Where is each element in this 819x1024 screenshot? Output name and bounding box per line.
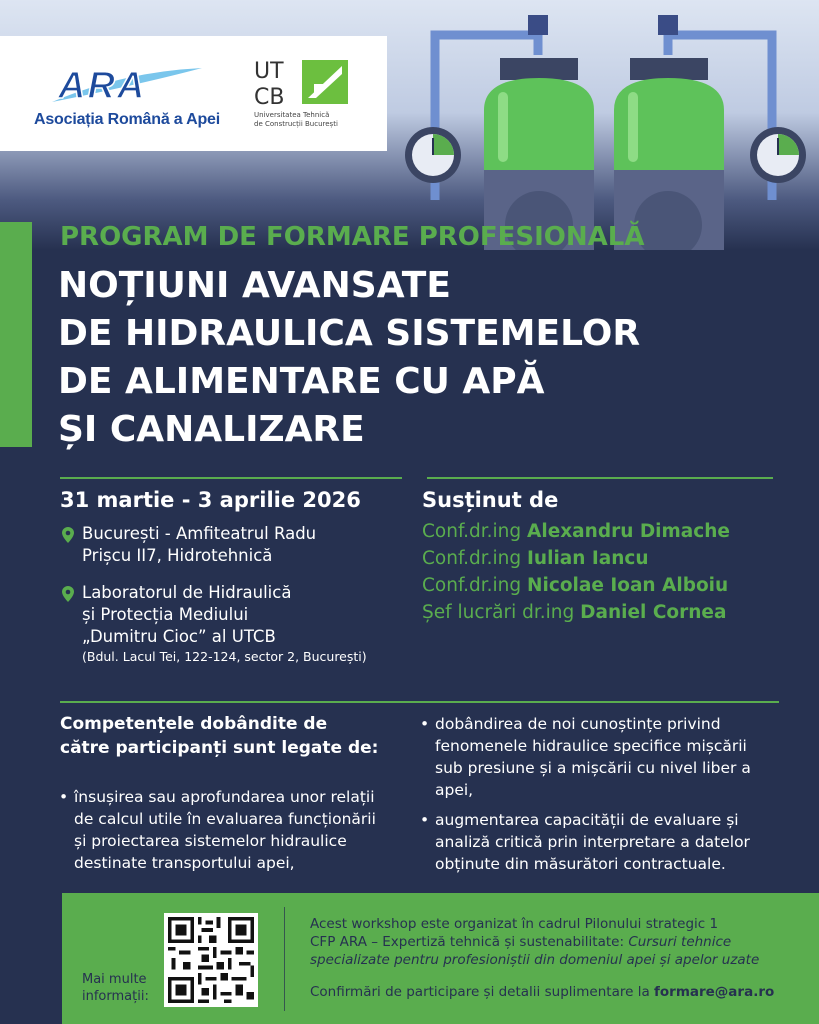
- location-2-line: și Protecția Mediului: [82, 605, 249, 624]
- competency-line: sub presiune și a mișcării cu nivel liber a: [435, 759, 751, 777]
- location-1-line: Prișcu II7, Hidrotehnică: [82, 546, 273, 565]
- speaker-item: [422, 548, 649, 569]
- speaker-role: Conf.dr.ing: [422, 521, 522, 542]
- utcb-name: [254, 111, 384, 129]
- competencies-heading-line: Competențele dobândite de: [60, 714, 328, 734]
- competency-item: [59, 786, 419, 874]
- location-1-line: București - Amfiteatrul Radu: [82, 524, 317, 543]
- divider-left: [60, 477, 402, 479]
- utcb-logo: [254, 54, 354, 108]
- divider-right: [427, 477, 773, 479]
- utcb-letters-bottom: CB: [254, 85, 285, 108]
- footer-text-line: Acest workshop este organizat în cadrul Pilonului strategic 1: [310, 916, 719, 932]
- location-1: [62, 523, 402, 567]
- footer-confirm-line: [310, 983, 815, 1001]
- utcb-name-line: Universitatea Tehnică: [254, 111, 330, 119]
- location-2: [62, 582, 422, 666]
- competency-line: dobândirea de noi cunoștințe privind: [435, 715, 721, 733]
- utcb-letters-top: UT: [254, 59, 284, 84]
- speaker-item: [422, 575, 728, 596]
- speaker-role: Conf.dr.ing: [422, 575, 522, 596]
- location-pin-icon: [62, 586, 74, 602]
- competencies-heading: [60, 712, 420, 760]
- footer-separator: [284, 907, 285, 1011]
- competency-line: analiză critică prin interpretare a datelor: [435, 833, 750, 851]
- contact-email-link[interactable]: formare@ara.ro: [654, 984, 775, 1000]
- footer-text-line: [310, 933, 815, 951]
- footer-text-line: [310, 951, 815, 969]
- water-tanks-illustration: [400, 0, 819, 250]
- more-info-label: [82, 971, 149, 1005]
- course-title: [58, 262, 798, 454]
- bullet-dot: •: [59, 788, 69, 806]
- competencies-heading-line: către participanți sunt legate de:: [60, 738, 379, 758]
- competency-line: obținute din măsurători contractuale.: [435, 855, 726, 873]
- competency-line: de calcul utile în evaluarea funcționării: [74, 810, 376, 828]
- program-label: PROGRAM DE FORMARE PROFESIONALĂ: [60, 222, 645, 252]
- ara-logo: [52, 62, 202, 104]
- qr-code[interactable]: [164, 913, 258, 1007]
- utcb-name-line: de Construcții București: [254, 120, 338, 128]
- speaker-name: Alexandru Dimache: [527, 521, 730, 542]
- bullet-dot: •: [420, 715, 430, 733]
- competency-item: [420, 809, 805, 875]
- title-line: ȘI CANALIZARE: [58, 409, 365, 450]
- competency-line: destinate transportului apei,: [74, 854, 295, 872]
- speaker-item: [422, 521, 730, 542]
- competency-line: însușirea sau aprofundarea unor relații: [74, 788, 375, 806]
- competency-line: augmentarea capacității de evaluare și: [435, 811, 739, 829]
- competency-item: [420, 713, 805, 801]
- title-line: DE HIDRAULICA SISTEMELOR: [58, 313, 641, 354]
- speaker-item: [422, 602, 726, 623]
- location-2-address: (Bdul. Lacul Tei, 122-124, sector 2, București): [82, 649, 367, 664]
- speaker-name: Daniel Cornea: [580, 602, 727, 623]
- right-gauge: [750, 127, 806, 183]
- footer-panel: [62, 893, 819, 1024]
- speaker-name: Nicolae Ioan Alboiu: [527, 575, 729, 596]
- ara-logo-letters: ARA: [58, 65, 147, 104]
- accent-bar: [0, 222, 32, 447]
- title-line: NOȚIUNI AVANSATE: [58, 265, 451, 306]
- speaker-name: Iulian Iancu: [527, 548, 649, 569]
- speaker-role: Conf.dr.ing: [422, 548, 522, 569]
- more-info-line: informații:: [82, 989, 149, 1004]
- location-2-line: „Dumitru Cioc” al UTCB: [82, 627, 276, 646]
- speaker-role: Șef lucrări dr.ing: [422, 602, 575, 623]
- event-date: 31 martie - 3 aprilie 2026: [60, 488, 361, 512]
- footer-course-type-cont: specializate pentru profesioniștii din domeniul apei și apelor uzate: [310, 952, 760, 968]
- footer-confirm-text: Confirmări de participare și detalii suplimentare la: [310, 984, 655, 1000]
- competency-line: și proiectarea sistemelor hidraulice: [74, 832, 347, 850]
- competency-line: apei,: [435, 781, 474, 799]
- location-2-line: Laboratorul de Hidraulică: [82, 583, 292, 602]
- title-line: DE ALIMENTARE CU APĂ: [58, 361, 545, 402]
- footer-course-type: Cursuri tehnice: [628, 934, 732, 950]
- bullet-dot: •: [420, 811, 430, 829]
- competency-line: fenomenele hidraulice specifice mișcării: [435, 737, 747, 755]
- location-pin-icon: [62, 527, 74, 543]
- ara-name: Asociația Română a Apei: [34, 111, 220, 128]
- speakers-title: Susținut de: [422, 488, 559, 512]
- footer-pillar-name: CFP ARA – Expertiză tehnică și sustenabilitate:: [310, 934, 629, 950]
- divider-middle: [60, 701, 779, 703]
- more-info-line: Mai multe: [82, 972, 147, 987]
- left-gauge: [405, 127, 461, 183]
